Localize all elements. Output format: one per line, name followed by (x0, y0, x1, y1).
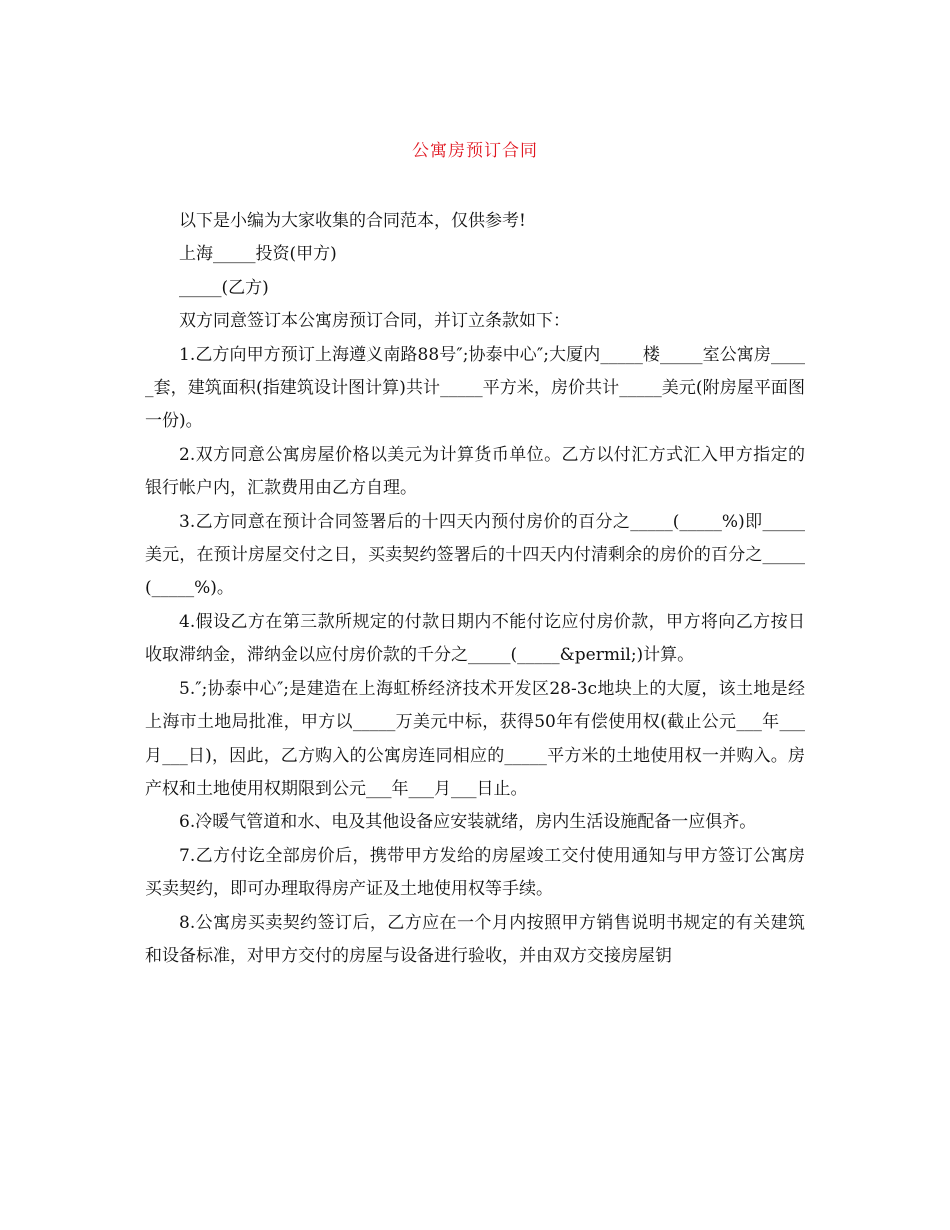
document-body (145, 205, 805, 973)
clause-8: 8.公寓房买卖契约签订后，乙方应在一个月内按照甲方销售说明书规定的有关建筑和设备标准，对甲方交付的房屋与设备进行验收，并由双方交接房屋钥 (145, 912, 805, 966)
clause-3: 3.乙方同意在预计合同签署后的十四天内预付房价的百分之_____(_____%)即_____美元，在预计房屋交付之日，买卖契约签署后的十四天内付清剩余的房价的百分之_____(_____%)。 (145, 511, 805, 599)
paragraph-agreement: 双方同意签订本公寓房预订合同，并订立条款如下： (179, 311, 570, 332)
clause-4: 4.假设乙方在第三款所规定的付款日期内不能付讫应付房价款，甲方将向乙方按日收取滞纳金，滞纳金以应付房价款的千分之_____(_____&permil;)计算。 (145, 611, 805, 666)
clause-1: 1.乙方向甲方预订上海遵义南路88号″;协泰中心″;大厦内_____楼_____室公寓房_____套，建筑面积(指建筑设计图计算)共计_____平方米，房价共计_____美元(附房屋平面图一份)。 (145, 344, 805, 432)
clause-6: 6.冷暖气管道和水、电及其他设备应安装就绪，房内生活设施配备一应俱齐。 (179, 812, 757, 833)
document-title: 公寓房预订合同 (412, 141, 538, 161)
clause-5: 5.″;协泰中心″;是建造在上海虹桥经济技术开发区28-3c地块上的大厦，该土地是经上海市土地局批准，甲方以_____万美元中标，获得50年有偿使用权(截止公元___年___月___日)，因此，乙方购入的公寓房连同相应的_____平方米的土地使用权一并购入。房产权和土地使用权期限到公元___年___月___日止。 (145, 678, 805, 799)
paragraph-intro: 以下是小编为大家收集的合同范本，仅供参考! (179, 211, 526, 231)
clause-7: 7.乙方付讫全部房价后，携带甲方发给的房屋竣工交付使用通知与甲方签订公寓房买卖契约，即可办理取得房产证及土地使用权等手续。 (145, 845, 805, 900)
clause-2: 2.双方同意公寓房屋价格以美元为计算货币单位。乙方以付汇方式汇入甲方指定的银行帐户内，汇款费用由乙方自理。 (145, 444, 805, 499)
paragraph-party-a: 上海_____投资(甲方) (179, 244, 337, 265)
paragraph-party-b: _____(乙方) (179, 277, 269, 298)
